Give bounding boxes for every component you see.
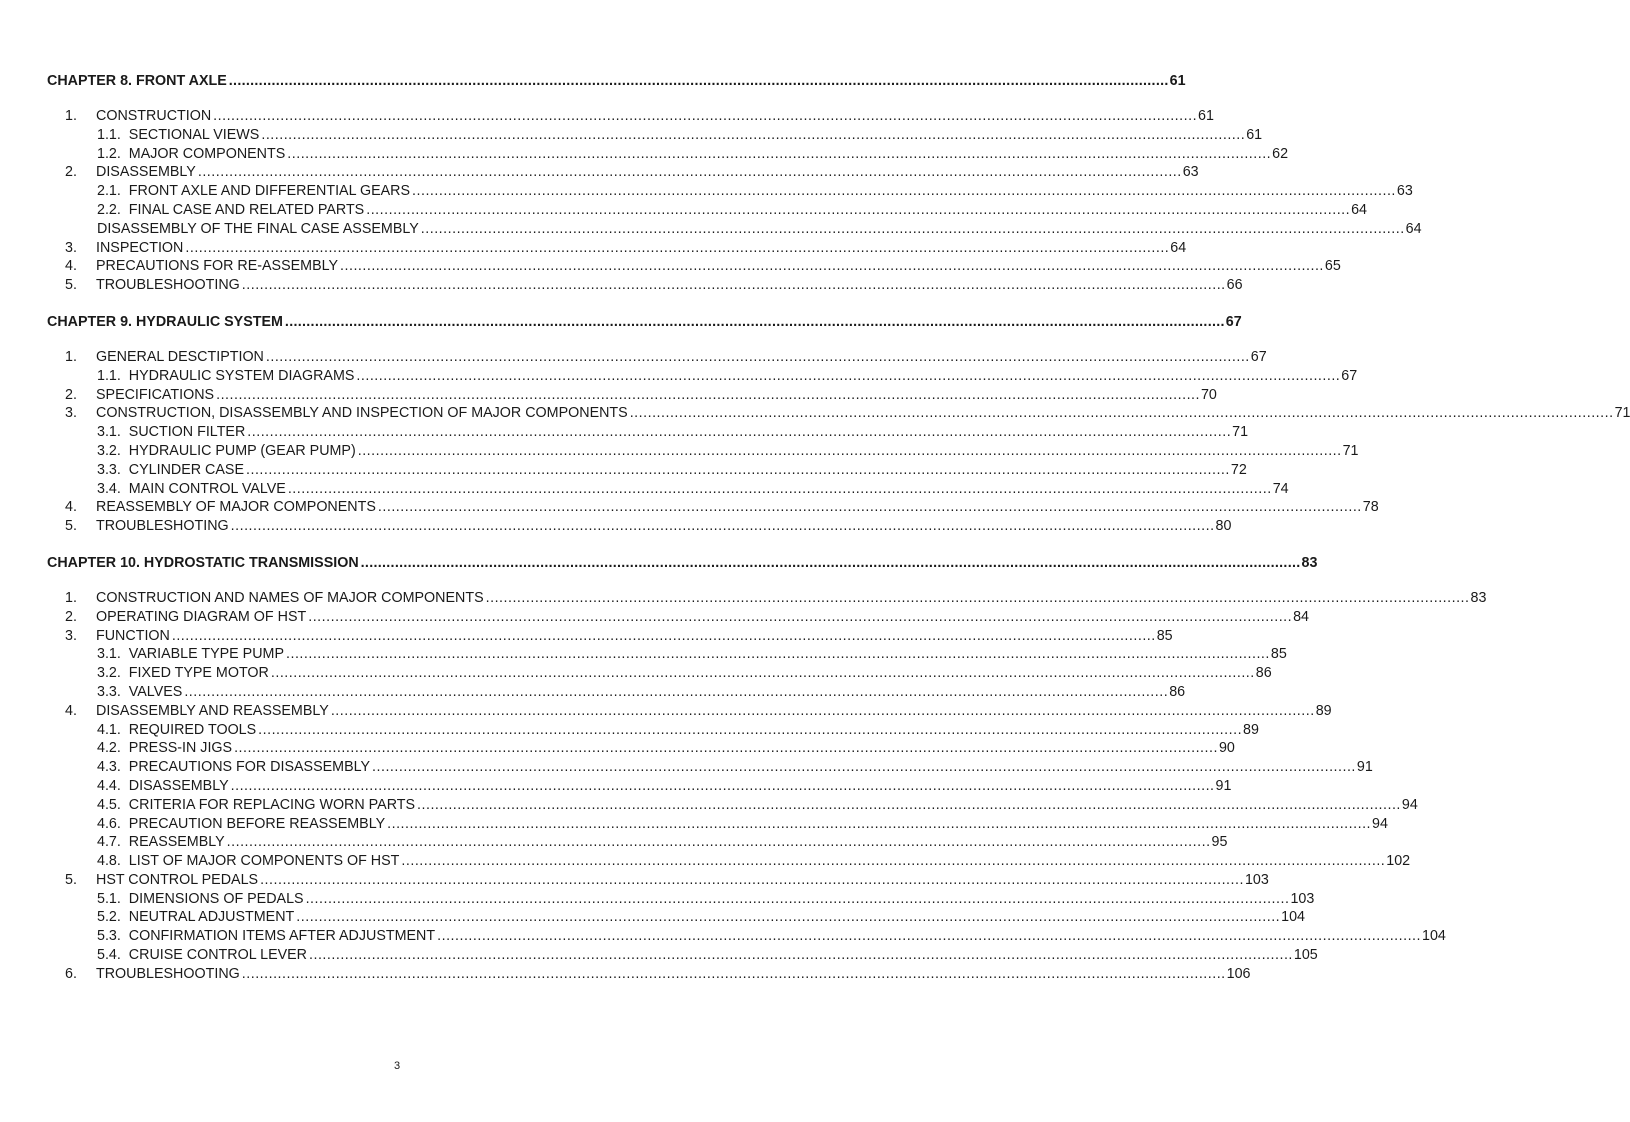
toc-entry-title: 3.1. SUCTION FILTER	[97, 424, 246, 441]
dot-leader: ............................................................................................................................................................................................................................	[234, 740, 1218, 757]
dot-leader: ............................................................................................................................................................................................................................	[247, 424, 1232, 441]
toc-entry-number: 5.	[65, 277, 77, 294]
toc-entry-number: 1.	[65, 589, 77, 606]
toc-entry-title: 5.4. CRUISE CONTROL LEVER	[97, 947, 308, 964]
dot-leader: ............................................................................................................................................................................................................................	[485, 589, 1470, 606]
dot-leader: ............................................................................................................................................................................................................................	[360, 554, 1301, 571]
toc-entry	[47, 404, 1630, 423]
toc-page-number: 89	[1315, 702, 1332, 719]
toc-entry-title: 5.2. NEUTRAL ADJUSTMENT	[97, 909, 295, 926]
toc-entry-title: HST CONTROL PEDALS	[96, 871, 259, 888]
dot-leader: ............................................................................................................................................................................................................................	[287, 145, 1272, 162]
toc-entry	[47, 367, 1358, 386]
dot-leader: ............................................................................................................................................................................................................................	[417, 796, 1401, 813]
toc-page-number: 95	[1211, 834, 1228, 851]
toc-entry	[47, 946, 1318, 965]
toc-entry-title: CONSTRUCTION AND NAMES OF MAJOR COMPONENTS	[96, 589, 484, 606]
toc-entry	[47, 758, 1373, 777]
toc-entry-title: 5.1. DIMENSIONS OF PEDALS	[97, 890, 304, 907]
toc-page-number: 71	[1232, 424, 1249, 441]
toc-entry-title: 3.2. HYDRAULIC PUMP (GEAR PUMP)	[97, 442, 356, 459]
toc-entry	[47, 257, 1341, 276]
dot-leader: ............................................................................................................................................................................................................................	[228, 73, 1169, 89]
toc-entry-number: 1.	[65, 108, 77, 124]
toc-entry-title: TROUBLESHOTING	[96, 518, 229, 535]
toc-page-number: 84	[1293, 608, 1310, 625]
toc-page-number: 86	[1169, 683, 1186, 700]
dot-leader: ............................................................................................................................................................................................................................	[226, 834, 1211, 851]
toc-entry-title: 4.3. PRECAUTIONS FOR DISASSEMBLY	[97, 759, 371, 776]
dot-leader: ............................................................................................................................................................................................................................	[286, 646, 1270, 663]
toc-page-number: 90	[1218, 740, 1235, 757]
dot-leader: ............................................................................................................................................................................................................................	[230, 777, 1215, 794]
toc-page-number: 61	[1198, 108, 1214, 124]
dot-leader: ............................................................................................................................................................................................................................	[330, 702, 1315, 719]
dot-leader: ............................................................................................................................................................................................................................	[357, 442, 1342, 459]
toc-entry-title: 2.2. FINAL CASE AND RELATED PARTS	[97, 201, 365, 218]
toc-entry-title: 1.1. SECTIONAL VIEWS	[97, 126, 260, 143]
toc-entry	[47, 721, 1259, 740]
dot-leader: ............................................................................................................................................................................................................................	[401, 853, 1386, 870]
toc-entry-title: 3.3. VALVES	[97, 683, 183, 700]
toc-page-number: 61	[1170, 70, 1186, 92]
toc-entry-number: 4.	[65, 702, 77, 719]
dot-leader: ............................................................................................................................................................................................................................	[216, 386, 1200, 403]
toc-entry-title: INSPECTION	[96, 239, 184, 256]
toc-page-number: 67	[1341, 367, 1358, 384]
toc-entry	[47, 423, 1249, 442]
toc-page-number: 104	[1281, 909, 1306, 926]
toc-entry	[47, 664, 1272, 683]
toc-page-number: 85	[1270, 646, 1287, 663]
dot-leader: ............................................................................................................................................................................................................................	[230, 518, 1215, 535]
toc-page-number: 71	[1342, 442, 1359, 459]
toc-page-number: 85	[1156, 627, 1173, 644]
toc-entry	[47, 517, 1232, 536]
dot-leader: ............................................................................................................................................................................................................................	[241, 277, 1226, 294]
dot-leader: ............................................................................................................................................................................................................................	[340, 258, 1324, 275]
toc-entry-title: CHAPTER 8. FRONT AXLE	[47, 70, 228, 92]
toc-entry-number: 2.	[65, 164, 77, 181]
toc-page-number: 63	[1396, 183, 1413, 200]
dot-leader: ............................................................................................................................................................................................................................	[308, 608, 1293, 625]
dot-leader: ............................................................................................................................................................................................................................	[258, 721, 1243, 738]
toc-entry-title: 4.2. PRESS-IN JIGS	[97, 740, 233, 757]
toc-entry-title: SPECIFICATIONS	[96, 386, 215, 403]
dot-leader: ............................................................................................................................................................................................................................	[213, 108, 1198, 124]
toc-entry-title: 3.3. CYLINDER CASE	[97, 461, 244, 478]
dot-leader: ............................................................................................................................................................................................................................	[260, 871, 1244, 888]
toc-page-number: 64	[1170, 239, 1187, 256]
toc-page-number: 91	[1356, 759, 1373, 776]
toc-entry-number: 3.	[65, 239, 77, 256]
table-of-contents	[47, 70, 1630, 984]
toc-page-number: 104	[1422, 928, 1446, 945]
dot-leader: ............................................................................................................................................................................................................................	[356, 367, 1341, 384]
dot-leader: ............................................................................................................................................................................................................................	[420, 220, 1405, 237]
toc-chapter-heading	[47, 70, 1186, 92]
toc-entry-title: 5.3. CONFIRMATION ITEMS AFTER ADJUSTMENT	[97, 928, 436, 945]
toc-page-number: 64	[1405, 220, 1422, 237]
toc-page-number: 67	[1226, 311, 1242, 333]
toc-entry-title: 1.1. HYDRAULIC SYSTEM DIAGRAMS	[97, 367, 355, 384]
toc-entry-title: CONSTRUCTION, DISASSEMBLY AND INSPECTION OF MAJOR COMPONENTS	[96, 405, 628, 422]
toc-chapter-heading	[47, 552, 1318, 574]
toc-page-number: 105	[1293, 947, 1318, 964]
dot-leader: ............................................................................................................................................................................................................................	[305, 890, 1290, 907]
toc-entry	[47, 965, 1251, 984]
toc-entry-title: 4.7. REASSEMBLY	[97, 834, 225, 851]
toc-entry-title: TROUBLESHOOTING	[96, 277, 240, 294]
toc-entry-number: 4.	[65, 258, 77, 275]
toc-entry	[47, 145, 1289, 164]
toc-entry-title: OPERATING DIAGRAM OF HST	[96, 608, 307, 625]
toc-entry	[47, 589, 1487, 608]
toc-entry	[47, 627, 1173, 646]
toc-entry	[47, 645, 1287, 664]
toc-page-number: 65	[1324, 258, 1341, 275]
dot-leader: ............................................................................................................................................................................................................................	[287, 480, 1272, 497]
toc-chapter-heading	[47, 311, 1242, 333]
toc-entry	[47, 348, 1267, 367]
toc-entry-title: 4.4. DISASSEMBLY	[97, 777, 229, 794]
toc-entry	[47, 702, 1332, 721]
toc-entry	[47, 890, 1315, 909]
toc-entry-number: 2.	[65, 386, 77, 403]
dot-leader: ............................................................................................................................................................................................................................	[241, 965, 1226, 982]
toc-entry-title: DISASSEMBLY OF THE FINAL CASE ASSEMBLY	[97, 220, 419, 237]
toc-page-number: 91	[1215, 777, 1232, 794]
toc-entry-number: 2.	[65, 608, 77, 625]
toc-page-number: 67	[1250, 348, 1267, 365]
toc-page-number: 62	[1272, 145, 1289, 162]
toc-page-number: 71	[1614, 405, 1630, 422]
toc-entry-title: CHAPTER 9. HYDRAULIC SYSTEM	[47, 311, 284, 333]
toc-entry	[47, 852, 1411, 871]
toc-entry-title: 4.6. PRECAUTION BEFORE REASSEMBLY	[97, 815, 386, 832]
toc-page-number: 103	[1244, 871, 1269, 888]
toc-entry	[47, 163, 1199, 182]
toc-page-number: 102	[1386, 853, 1411, 870]
dot-leader: ............................................................................................................................................................................................................................	[366, 201, 1351, 218]
dot-leader: ............................................................................................................................................................................................................................	[284, 313, 1225, 330]
toc-page-number: 86	[1255, 665, 1272, 682]
dot-leader: ............................................................................................................................................................................................................................	[171, 627, 1156, 644]
toc-page-number: 78	[1362, 499, 1379, 516]
toc-entry-number: 3.	[65, 627, 77, 644]
toc-entry	[47, 498, 1379, 517]
toc-entry-title: 4.8. LIST OF MAJOR COMPONENTS OF HST	[97, 853, 400, 870]
toc-entry	[47, 739, 1235, 758]
dot-leader: ............................................................................................................................................................................................................................	[377, 499, 1362, 516]
toc-page-number: 89	[1243, 721, 1259, 738]
toc-entry-title: PRECAUTIONS FOR RE-ASSEMBLY	[96, 258, 339, 275]
toc-page-number: 64	[1351, 201, 1368, 218]
toc-page-number: 66	[1226, 277, 1243, 294]
toc-page-number: 72	[1230, 461, 1247, 478]
toc-entry-number: 4.	[65, 499, 77, 516]
toc-entry	[47, 276, 1243, 295]
toc-entry	[47, 239, 1187, 258]
toc-entry	[47, 126, 1263, 145]
toc-entry	[47, 442, 1359, 461]
dot-leader: ............................................................................................................................................................................................................................	[184, 683, 1169, 700]
toc-entry	[47, 815, 1388, 834]
toc-entry-title: 3.1. VARIABLE TYPE PUMP	[97, 646, 284, 663]
dot-leader: ............................................................................................................................................................................................................................	[412, 183, 1396, 200]
toc-entry-number: 6.	[65, 965, 77, 982]
toc-page-number: 83	[1470, 589, 1487, 606]
toc-entry-title: 3.4. MAIN CONTROL VALVE	[97, 480, 286, 497]
toc-entry	[47, 461, 1247, 480]
toc-entry-title: GENERAL DESCTIPTION	[96, 348, 264, 365]
toc-entry-title: 2.1. FRONT AXLE AND DIFFERENTIAL GEARS	[97, 183, 411, 200]
dot-leader: ............................................................................................................................................................................................................................	[296, 909, 1281, 926]
toc-entry	[47, 480, 1289, 499]
toc-page-number: 70	[1200, 386, 1217, 403]
dot-leader: ............................................................................................................................................................................................................................	[309, 947, 1293, 964]
dot-leader: ............................................................................................................................................................................................................................	[185, 239, 1170, 256]
toc-page-number: 63	[1182, 164, 1199, 181]
toc-entry	[47, 683, 1186, 702]
toc-page-number: 94	[1401, 796, 1418, 813]
dot-leader: ............................................................................................................................................................................................................................	[372, 759, 1356, 776]
toc-entry-title: 4.5. CRITERIA FOR REPLACING WORN PARTS	[97, 796, 416, 813]
dot-leader: ............................................................................................................................................................................................................................	[387, 815, 1372, 832]
toc-entry-title: DISASSEMBLY	[96, 164, 196, 181]
toc-entry-title: DISASSEMBLY AND REASSEMBLY	[96, 702, 329, 719]
toc-entry-title: TROUBLESHOOTING	[96, 965, 240, 982]
toc-entry-number: 3.	[65, 405, 77, 422]
toc-entry-title: CHAPTER 10. HYDROSTATIC TRANSMISSION	[47, 552, 360, 574]
toc-entry	[47, 608, 1310, 627]
toc-entry-title: FUNCTION	[96, 627, 170, 644]
toc-entry	[47, 777, 1232, 796]
toc-page-number: 106	[1226, 965, 1251, 982]
toc-entry	[47, 927, 1446, 946]
toc-entry	[47, 107, 1214, 126]
toc-entry-number: 1.	[65, 348, 77, 365]
toc-entry-number: 5.	[65, 871, 77, 888]
toc-entry-title: 3.2. FIXED TYPE MOTOR	[97, 665, 269, 682]
toc-entry	[47, 220, 1422, 239]
toc-entry-title: 1.2. MAJOR COMPONENTS	[97, 145, 286, 162]
toc-page-number: 80	[1215, 518, 1232, 535]
toc-page-number: 74	[1272, 480, 1289, 497]
toc-entry	[47, 182, 1413, 201]
dot-leader: ............................................................................................................................................................................................................................	[197, 164, 1182, 181]
toc-entry-title: REASSEMBLY OF MAJOR COMPONENTS	[96, 499, 376, 516]
toc-page-number: 83	[1302, 552, 1318, 574]
toc-page-number: 94	[1372, 815, 1388, 832]
toc-entry	[47, 796, 1418, 815]
dot-leader: ............................................................................................................................................................................................................................	[629, 405, 1614, 422]
toc-entry	[47, 201, 1368, 220]
toc-entry	[47, 833, 1228, 852]
toc-entry-title: CONSTRUCTION	[96, 108, 212, 124]
dot-leader: ............................................................................................................................................................................................................................	[265, 348, 1250, 365]
toc-entry-title: 4.1. REQUIRED TOOLS	[97, 721, 257, 738]
toc-entry	[47, 871, 1269, 890]
toc-entry	[47, 908, 1306, 927]
dot-leader: ............................................................................................................................................................................................................................	[246, 461, 1230, 478]
toc-page-number: 103	[1290, 890, 1315, 907]
toc-page-number: 61	[1246, 126, 1263, 143]
dot-leader: ............................................................................................................................................................................................................................	[261, 126, 1246, 143]
dot-leader: ............................................................................................................................................................................................................................	[270, 665, 1255, 682]
toc-entry-number: 5.	[65, 518, 77, 535]
page-number: 3	[393, 1060, 401, 1072]
toc-entry	[47, 386, 1217, 405]
dot-leader: ............................................................................................................................................................................................................................	[437, 928, 1421, 945]
